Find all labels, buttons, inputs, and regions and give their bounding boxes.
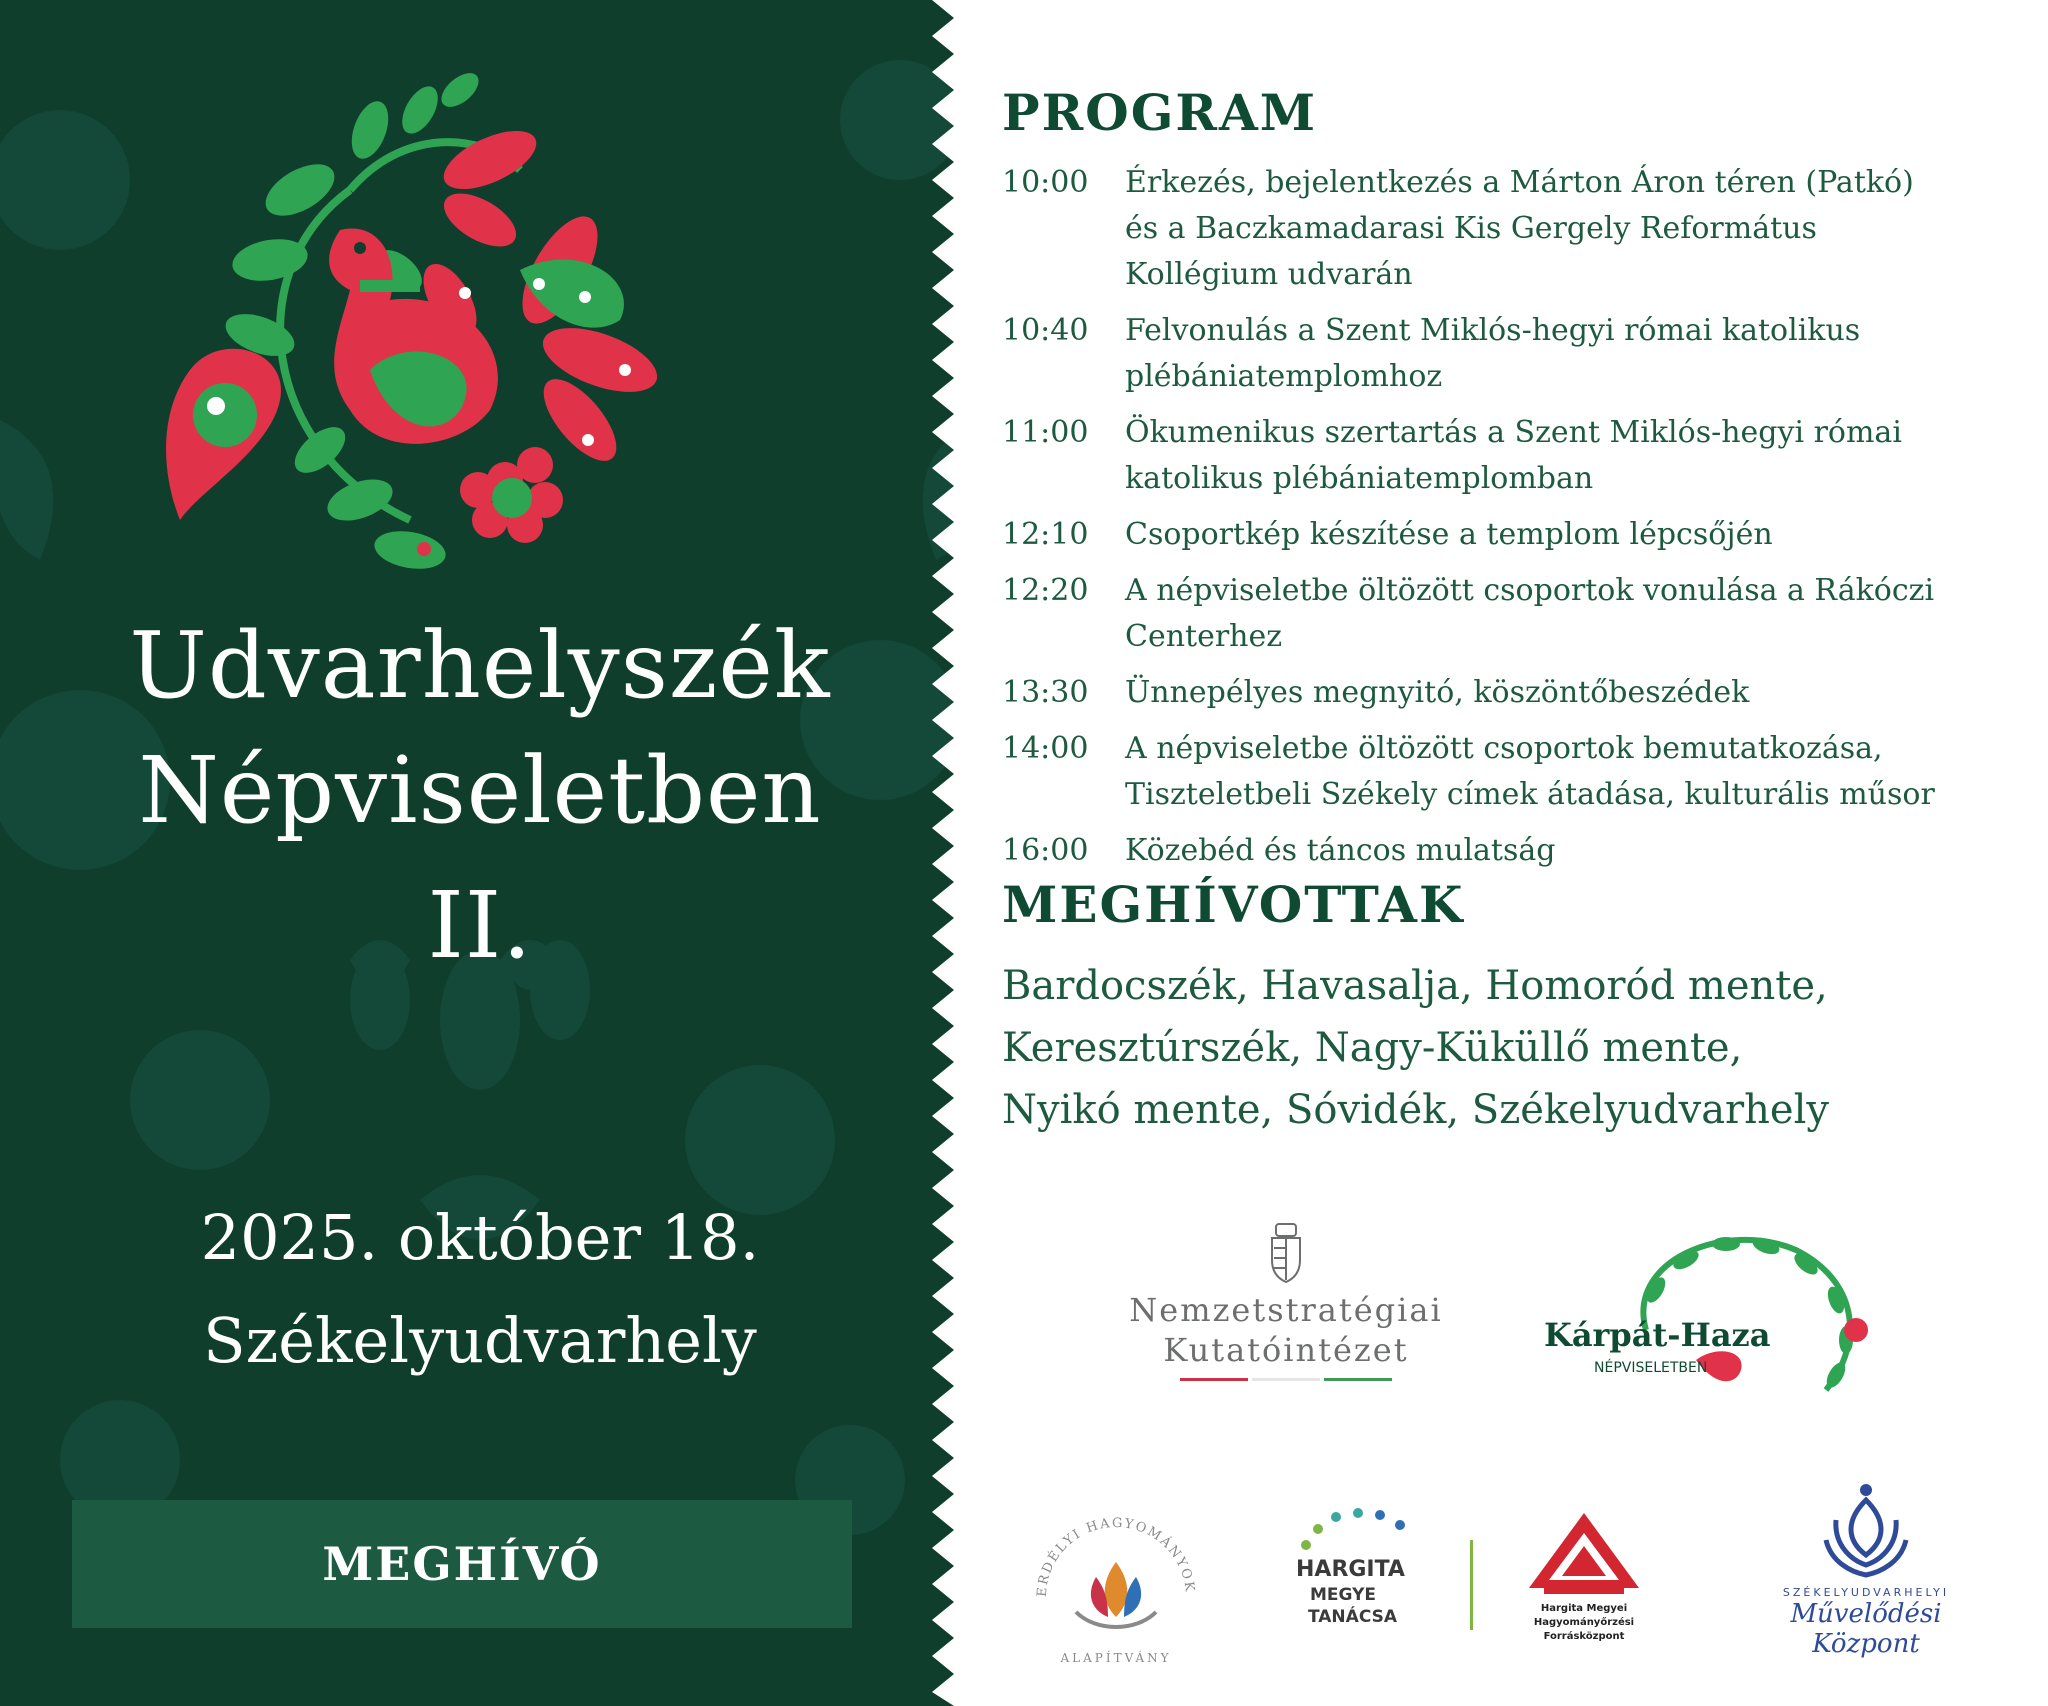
logo-muvelodesi-kozpont [1746, 1480, 1986, 1659]
logo-divider [1470, 1540, 1473, 1630]
program-text: Ökumenikus szertartás a Szent Miklós-hegyi római katolikus plébániatemplomban [1125, 415, 1902, 496]
logo-hagyomanyorzesi-forraskozpont [1494, 1508, 1674, 1642]
title-line-3: II. [427, 872, 533, 979]
nski-line2: Kutatóintézet [1163, 1331, 1409, 1369]
hungarian-crest-icon [1266, 1220, 1306, 1284]
title-line-1: Udvarhelyszék [129, 612, 831, 719]
program-row [1002, 726, 2042, 818]
program-row [1002, 512, 2042, 558]
invitees-title: MEGHÍVOTTAK [1002, 875, 1465, 934]
flag-bars [1126, 1378, 1446, 1381]
smk-line1: SZÉKELYUDVARHELYI [1782, 1586, 1950, 1599]
invite-banner: MEGHÍVÓ [72, 1500, 852, 1628]
program-time: 12:10 [1002, 517, 1089, 552]
program-text: Érkezés, bejelentkezés a Márton Áron téren (Patkó) és a Baczkamadarasi Kis Gergely Református Kollégium udvarán [1125, 165, 1914, 292]
ehh-top-text: ERDÉLYI HAGYOMÁNYOK [1034, 1515, 1198, 1598]
hhf-line2: Hagyományőrzési Forrásközpont [1533, 1617, 1635, 1642]
program-row [1002, 410, 2042, 502]
program-time: 16:00 [1002, 833, 1089, 868]
wreath-icon [1536, 1220, 1916, 1410]
left-panel [0, 0, 976, 1706]
ehh-emblem-icon [1016, 1502, 1216, 1672]
title-line-2: Népviseletben [138, 737, 822, 844]
hmt-dots-icon [1296, 1505, 1456, 1555]
hmt-line3: TANÁCSA [1308, 1607, 1398, 1627]
program-list [1002, 160, 2042, 884]
program-row [1002, 160, 2042, 298]
program-text: Ünnepélyes megnyitó, köszöntőbeszédek [1125, 675, 1750, 710]
smk-tulip-icon [1816, 1480, 1916, 1580]
invitees-list: Bardocszék, Havasalja, Homoród mente, Keresztúrszék, Nagy-Küküllő mente, Nyikó mente, Sóvidék, Székelyudvarhely [1002, 963, 1829, 1133]
program-text: A népviseletbe öltözött csoportok vonulása a Rákóczi Centerhez [1125, 573, 1935, 654]
zigzag-edge [932, 0, 976, 1706]
program-time: 14:00 [1002, 731, 1089, 766]
program-time: 12:20 [1002, 573, 1089, 608]
karpat-name: Kárpát-Haza [1544, 1316, 1771, 1354]
program-time: 10:40 [1002, 313, 1089, 348]
program-time: 13:30 [1002, 675, 1089, 710]
smk-line2: Művelődési Központ [1790, 1599, 1942, 1659]
program-text: Közebéd és táncos mulatság [1125, 833, 1556, 868]
hhf-emblem-icon [1524, 1508, 1644, 1598]
program-time: 10:00 [1002, 165, 1089, 200]
folk-bird-motif [160, 70, 800, 600]
program-row [1002, 828, 2042, 874]
hhf-line1: Hargita Megyei [1540, 1603, 1628, 1614]
hmt-line1: HARGITA [1296, 1557, 1405, 1582]
logo-nemzetstrategiai [1126, 1220, 1446, 1410]
program-text: Felvonulás a Szent Miklós-hegyi római katolikus plébániatemplomhoz [1125, 313, 1861, 394]
program-text: Csoportkép készítése a templom lépcsőjén [1125, 517, 1773, 552]
right-panel [976, 0, 2048, 1706]
karpat-sub: NÉPVISELETBEN [1594, 1360, 1708, 1376]
nski-line1: Nemzetstratégiai [1129, 1291, 1443, 1329]
logo-erdelyi-hagyomanyok-haza [1016, 1502, 1216, 1672]
event-date: 2025. október 18. [200, 1201, 760, 1274]
ehh-bottom-text: ALAPÍTVÁNY [1060, 1651, 1172, 1665]
program-row [1002, 568, 2042, 660]
program-row [1002, 670, 2042, 716]
program-time: 11:00 [1002, 415, 1089, 450]
logo-hargita-megye-tanacsa [1296, 1505, 1456, 1635]
program-text: A népviseletbe öltözött csoportok bemutatkozása, Tiszteletbeli Székely címek átadása, kulturális műsor [1125, 731, 1935, 812]
event-place: Székelyudvarhely [203, 1304, 757, 1377]
program-row [1002, 308, 2042, 400]
logo-karpat-haza [1536, 1220, 1916, 1410]
program-title: PROGRAM [1002, 83, 1318, 142]
hmt-line2: MEGYE [1310, 1585, 1377, 1605]
